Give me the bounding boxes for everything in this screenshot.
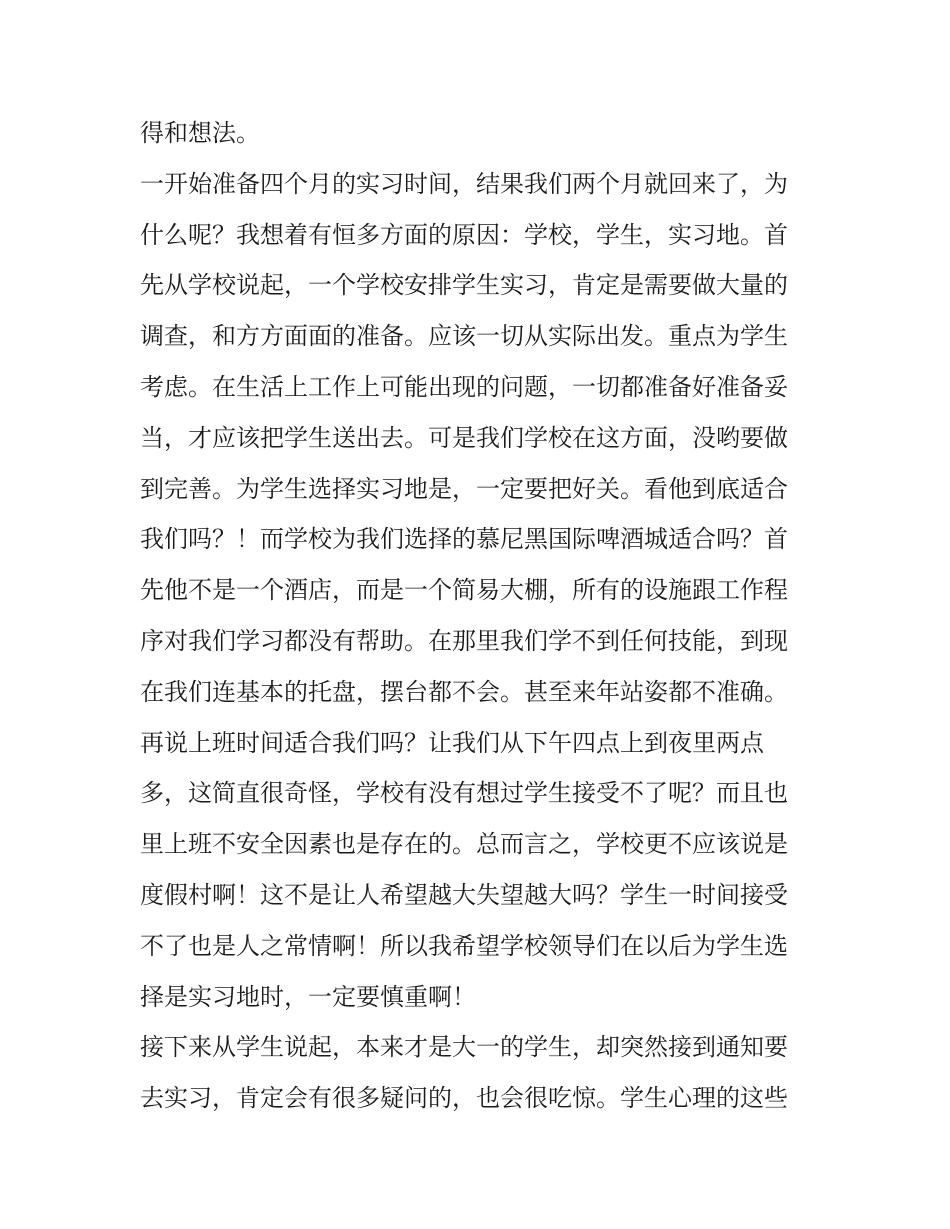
text-line: 序对我们学习都没有帮助。在那里我们学不到任何技能，到现 [140, 626, 788, 655]
text-line: 再说上班时间适合我们吗？让我们从下午四点上到夜里两点 [140, 728, 764, 757]
text-line: 接下来从学生说起，本来才是大一的学生，却突然接到通知要 [140, 1033, 788, 1062]
text-line: 得和想法。 [140, 119, 260, 147]
text-line: 择是实习地时，一定要慎重啊！ [140, 982, 476, 1011]
text-line: 多，这简直很奇怪，学校有没有想过学生接受不了呢？而且也 [140, 779, 788, 808]
text-line: 一开始准备四个月的实习时间，结果我们两个月就回来了，为 [140, 169, 788, 198]
text-line: 去实习，肯定会有很多疑问的，也会很吃惊。学生心理的这些 [140, 1084, 788, 1113]
document-body [140, 108, 820, 1124]
text-line: 考虑。在生活上工作上可能出现的问题，一切都准备好准备妥 [140, 372, 788, 401]
text-line: 先他不是一个酒店，而是一个简易大棚，所有的设施跟工作程 [140, 576, 788, 605]
text-line: 调查，和方方面面的准备。应该一切从实际出发。重点为学生 [140, 322, 788, 351]
text-line: 度假村啊！这不是让人希望越大失望越大吗？学生一时间接受 [140, 880, 788, 909]
text-line: 在我们连基本的托盘，摆台都不会。甚至来年站姿都不准确。 [140, 677, 788, 706]
text-line: 我们吗？！而学校为我们选择的慕尼黑国际啤酒城适合吗？首 [140, 525, 788, 554]
text-line: 里上班不安全因素也是存在的。总而言之，学校更不应该说是 [140, 830, 788, 859]
text-line: 什么呢？我想着有恒多方面的原因：学校，学生，实习地。首 [140, 220, 788, 249]
text-line: 不了也是人之常情啊！所以我希望学校领导们在以后为学生选 [140, 931, 788, 960]
text-line: 当，才应该把学生送出去。可是我们学校在这方面，没哟要做 [140, 423, 788, 452]
text-line: 先从学校说起，一个学校安排学生实习，肯定是需要做大量的 [140, 271, 788, 300]
text-line: 到完善。为学生选择实习地是，一定要把好关。看他到底适合 [140, 474, 788, 503]
